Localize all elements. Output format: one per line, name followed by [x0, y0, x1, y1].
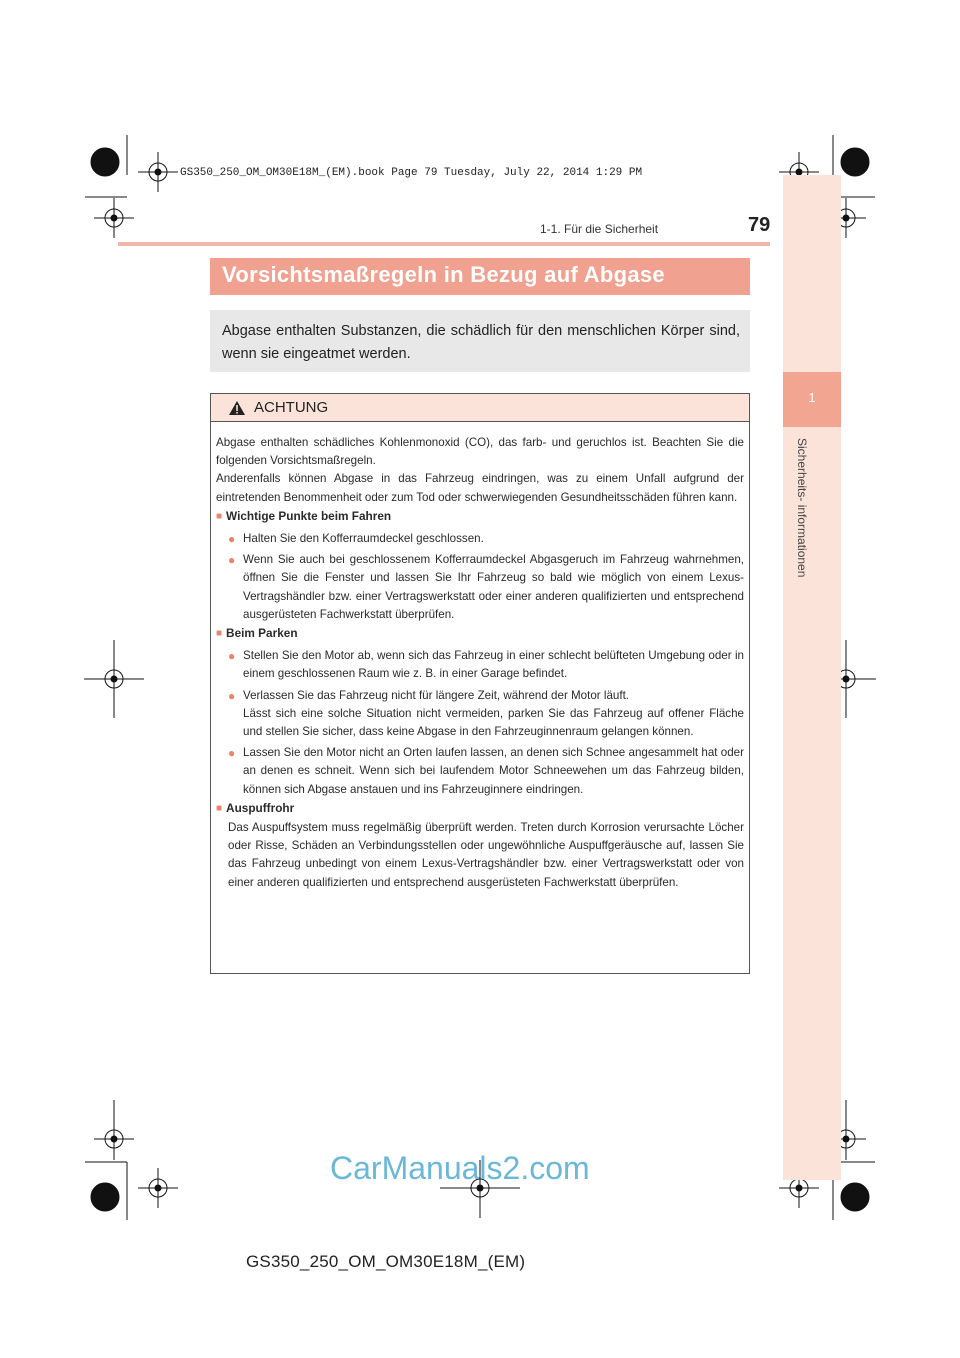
warning-label: ACHTUNG — [254, 399, 329, 416]
dot-bullet-icon: ● — [228, 746, 236, 761]
warning-header — [211, 394, 749, 422]
dot-bullet-icon: ● — [228, 553, 236, 568]
watermark: CarManuals2.com — [330, 1150, 590, 1186]
book-info-line: GS350_250_OM_OM30E18M_(EM).book Page 79 Tuesday, July 22, 2014 1:29 PM — [180, 167, 643, 179]
header-rule — [118, 242, 770, 246]
warning-paragraph: Anderenfalls können Abgase in das Fahrzeug eindringen, was zu einem Unfall aufgrund der eintretenden Benommenheit oder zum Tod oder schwerwiegenden Gesundheitsschäden führen kann. — [216, 472, 744, 504]
bullet-item: ● Stellen Sie den Motor ab, wenn sich das Fahrzeug in einer schlecht belüfteten Umgebung oder in einem geschlossenen Raum wie z. B. in einer Garage befindet. — [228, 649, 744, 681]
sub-heading: ■ Auspuffrohr — [216, 800, 295, 815]
dot-bullet-icon: ● — [228, 532, 236, 547]
warning-triangle-icon — [228, 400, 246, 416]
dot-bullet-icon: ● — [228, 649, 236, 664]
chapter-side-strip — [783, 175, 841, 1180]
dot-bullet-icon: ● — [228, 688, 236, 703]
bullet-item: ● Verlassen Sie das Fahrzeug nicht für längere Zeit, während der Motor läuft. Lässt sich eine solche Situation nicht vermeiden, parken Sie das Fahrzeug auf offener Fläche und stellen Sie sicher, dass keine Abgase in den Fahrzeuginnenraum gelangen können. — [228, 688, 744, 739]
chapter-title: Sicherheits- informationen — [795, 438, 809, 578]
exhaust-paragraph: Das Auspuffsystem muss regelmäßig überprüft werden. Treten durch Korrosion verursachte Löcher oder Risse, Schäden an Verbindungsstellen oder ungewöhnliche Auspuffgeräusche auf, lassen Sie das Fahrzeug unbedingt von einem Lexus-Vertragshändler bzw. einer Vertragswerkstatt oder von einer anderen qualifizierten und entsprechend ausgerüsteten Fachwerkstatt überprüfen. — [228, 821, 744, 889]
sub-heading: ■ Beim Parken — [216, 626, 298, 641]
warning-body — [216, 434, 744, 892]
bullet-item: ● Lassen Sie den Motor nicht an Orten laufen lassen, an denen sich Schnee angesammelt hat oder an denen es schneit. Wenn sich bei laufendem Motor Schneewehen um das Fahrzeug bilden, können sich Abgase anstauen und ins Fahrzeuginnere eindringen. — [228, 746, 744, 796]
warning-paragraph: Abgase enthalten schädliches Kohlenmonoxid (CO), das farb- und geruchlos ist. Beachten Sie die folgenden Vorsichtsmaßregeln. — [216, 436, 744, 468]
warning-box — [210, 393, 750, 974]
bullet-item: ● Halten Sie den Kofferraumdeckel geschlossen. — [216, 530, 744, 548]
square-bullet-icon: ■ — [216, 802, 223, 814]
chapter-number: 1 — [808, 390, 816, 405]
page-title: Vorsichtsmaßregeln in Bezug auf Abgase — [210, 258, 750, 295]
intro-text: Abgase enthalten Substanzen, die schädlich für den menschlichen Körper sind, wenn sie eingeatmet werden. — [210, 310, 750, 372]
bullet-item: ● Wenn Sie auch bei geschlossenem Kofferraumdeckel Abgasgeruch im Fahrzeug wahrnehmen, öffnen Sie die Fenster und lassen Sie Ihr Fahrzeug so bald wie möglich von einem Lexus-Vertragshändler bzw. einer Vertragswerkstatt oder einer anderen qualifizierten und entsprechend ausgerüsteten Fachwerkstatt überprüfen. — [228, 553, 744, 621]
footer-code: GS350_250_OM_OM30E18M_(EM) — [246, 1252, 526, 1271]
section-label: 1-1. Für die Sicherheit — [540, 222, 659, 236]
sub-heading: ■ Wichtige Punkte beim Fahren — [216, 508, 392, 523]
square-bullet-icon: ■ — [216, 510, 223, 522]
page-number: 79 — [748, 214, 771, 236]
square-bullet-icon: ■ — [216, 628, 223, 640]
